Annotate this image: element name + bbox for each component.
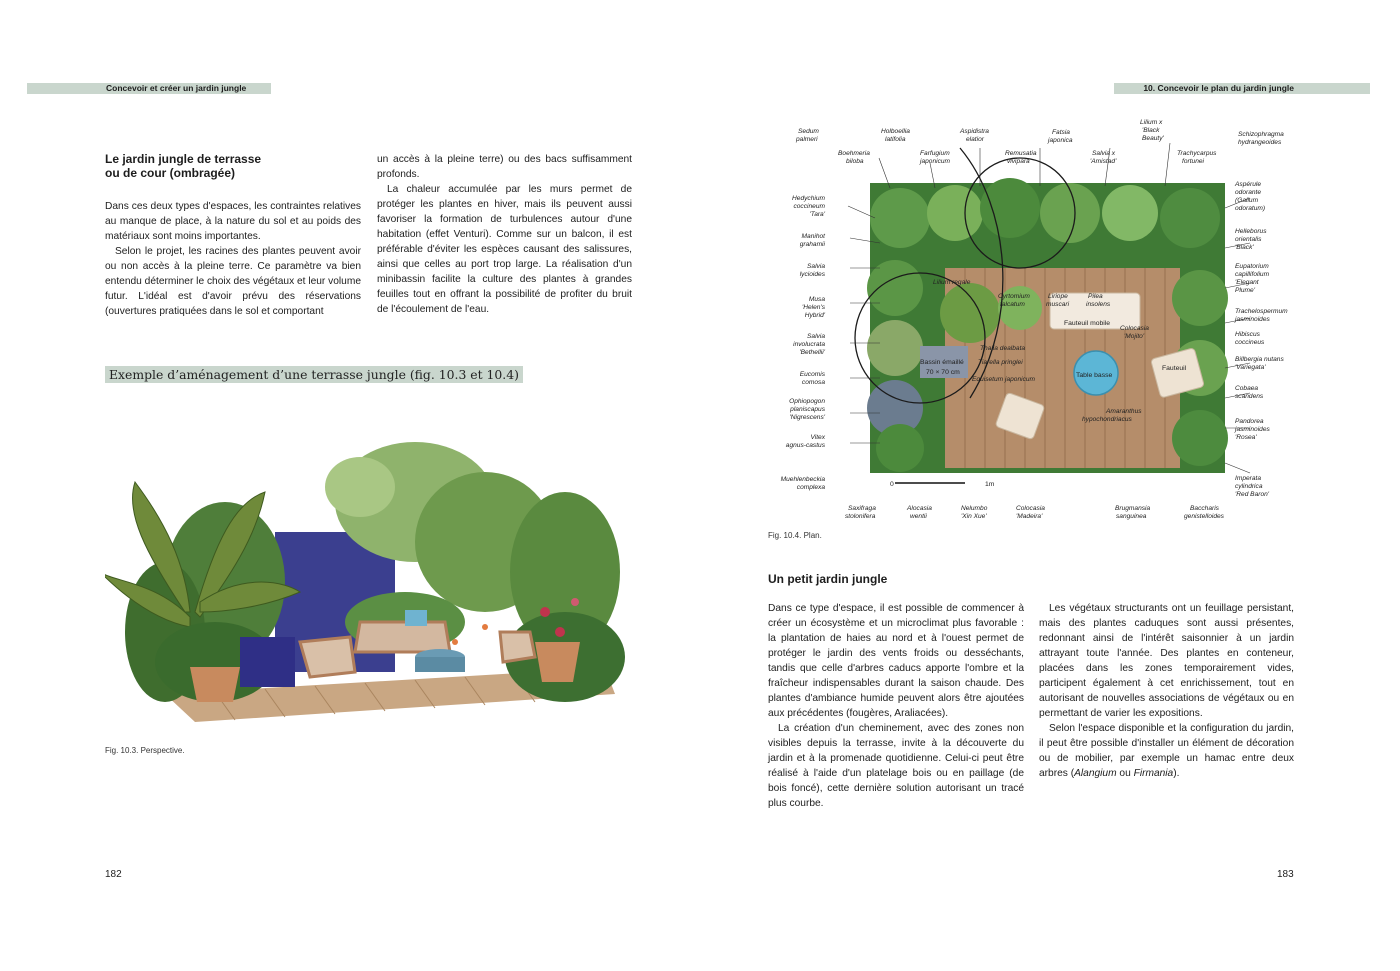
plant-label: (Galium bbox=[1235, 197, 1259, 204]
plant-label: Trachycarpus bbox=[1177, 150, 1217, 157]
garden-plan bbox=[770, 118, 1330, 528]
plant-label: Billbergia nutans bbox=[1235, 356, 1284, 363]
plant-label: Eupatorium bbox=[1235, 263, 1269, 270]
plant-label: Baccharis bbox=[1190, 505, 1219, 512]
example-banner: Exemple d’aménagement d’une terrasse jungle (fig. 10.3 et 10.4) bbox=[105, 366, 523, 383]
plant-label: 'Black' bbox=[1235, 244, 1254, 251]
plant-label: Colocasia bbox=[1120, 325, 1149, 332]
plant-label: hydrangeoides bbox=[1238, 139, 1282, 146]
paragraph: Les végétaux structurants ont un feuillage persistant, mais des plantes caduques sont aussi présentes, redonnant ainsi de l'intérêt saisonnier à un jardin attrayant toute l'année. Des plantes en conteneur, placées dans les zones temporairement vides, participent également à cet enrichissement, tout en autorisant de nouvelles associations de végétaux ou en permettant de varier les expositions. bbox=[1039, 603, 1294, 719]
plant-label: Muehlenbeckia bbox=[780, 476, 825, 483]
figure-caption: Fig. 10.4. Plan. bbox=[768, 531, 822, 540]
plant-label: muscari bbox=[1046, 301, 1070, 308]
plant-label: wentii bbox=[910, 513, 927, 520]
cushion bbox=[405, 610, 427, 626]
plant-label: 'Helen's bbox=[801, 304, 825, 311]
plant-label: Salvia x bbox=[1092, 150, 1116, 157]
plant-label: agnus-castus bbox=[785, 442, 825, 449]
plant-label: jasminoides bbox=[1235, 316, 1270, 323]
plant-label: Amaranthus bbox=[1106, 408, 1142, 415]
plant-label: Fauteuil mobile bbox=[1064, 320, 1111, 327]
plant-label: Fatsia bbox=[1052, 129, 1070, 136]
plant-label: Lilium regale bbox=[933, 279, 971, 286]
right-page bbox=[700, 0, 1400, 971]
plant-label: coccineum bbox=[793, 203, 825, 210]
plant-label: japonica bbox=[1048, 137, 1073, 144]
plant-label: 'Black bbox=[1142, 127, 1160, 134]
plant-label: 'Elegant bbox=[1235, 279, 1259, 286]
paragraph: Dans ce type d'espace, il est possible de commencer à créer un écosystème et un microclimat plus favorable : la plantation de haies au nord et à l'ouest permet de protéger le jardin des vents froids ou desséchants, tandis que celle d'arbres caducs apporte l'ombre et la fraîcheur indispensables durant la saison chaude. Des plantes d'ambiance humide peuvent alors être ajoutées aux précédentes (fougères, Araliacées). bbox=[768, 603, 1024, 719]
plant-label: 'Mojito' bbox=[1124, 333, 1145, 340]
section-title-line2: ou de cour (ombragée) bbox=[105, 166, 236, 180]
plant-label: falcatum bbox=[1000, 301, 1025, 308]
paragraph: La chaleur accumulée par les murs permet de protéger les plantes en hiver, mais ils peuvent aussi favoriser la formation de turbulences autour d'une habitation (effet Venturi). Comme sur un balcon, il est préférable d'éviter les espèces causant des salissures, ainsi que celles au port trop large. La réalisation d'un minibassin facilite la culture des plantes à grandes feuilles tout en offrant la possibilité de profiter du bruit de l'écoulement de l'eau. bbox=[377, 184, 632, 315]
plant-label: Plume' bbox=[1235, 287, 1255, 294]
text-run: ou bbox=[1116, 768, 1134, 779]
plant-label: scandens bbox=[1235, 393, 1264, 400]
page-number-right: 183 bbox=[1277, 869, 1294, 880]
plant-label: odoratum) bbox=[1235, 205, 1266, 212]
plant-label: Fauteuil bbox=[1162, 365, 1187, 372]
scale-start: 0 bbox=[890, 481, 894, 488]
plant-label: 'Xin Xue' bbox=[961, 513, 987, 520]
top-labels bbox=[795, 119, 1284, 165]
plant-label: Cyrtomium bbox=[998, 293, 1030, 300]
plant-label: Pilea bbox=[1088, 293, 1103, 300]
paragraph: Selon le projet, les racines des plantes peuvent avoir ou non accès à la pleine terre. Ce paramètre va bien entendu déterminer le choix des végétaux et leur volume futur. L'idéal est d'avoir prévu des réservations (ouvertures pratiquées dans le sol et comportant bbox=[105, 246, 361, 317]
plant-label: Alocasia bbox=[907, 505, 932, 512]
plant-label: Imperata bbox=[1235, 475, 1262, 482]
plant-label: lycioides bbox=[799, 271, 825, 278]
plant-label: Aspérule bbox=[1235, 181, 1262, 188]
plant-label: Trachelospermum bbox=[1235, 308, 1288, 315]
plant-label: genistelloides bbox=[1184, 513, 1224, 520]
left-labels bbox=[781, 195, 827, 491]
plant-label: Hedychium bbox=[792, 195, 825, 202]
right-labels bbox=[1234, 181, 1288, 498]
left-column-1 bbox=[105, 152, 361, 319]
plant-label: latifolia bbox=[885, 136, 906, 143]
scale-end: 1m bbox=[985, 481, 995, 488]
perspective-illustration bbox=[105, 432, 625, 742]
paragraph: La création d'un cheminement, avec des zones non visibles depuis la terrasse, invite à la découverte du jardin et à la promenade quotidienne. Celui-ci peut être réalisé à l'aide d'un platelage bois ou en paillage (de bois foncé), cette dernière solution autorisant un tracé plus courbe. bbox=[768, 723, 1024, 809]
plant-label: comosa bbox=[801, 379, 825, 386]
plant-label: Sedum bbox=[798, 128, 819, 135]
plant-label: biloba bbox=[846, 158, 864, 165]
plant-label: Saxifraga bbox=[848, 505, 876, 512]
plant-label: 'Red Baron' bbox=[1235, 491, 1270, 498]
plant-label: complexa bbox=[796, 484, 825, 491]
plant-label: Remusatia bbox=[1005, 150, 1037, 157]
plant-label: Eucomis bbox=[799, 371, 825, 378]
plant-label: grahamii bbox=[799, 241, 825, 248]
plant-label: orientalis bbox=[1235, 236, 1262, 243]
section-title: Un petit jardin jungle bbox=[768, 572, 888, 586]
plant-label: Ophiopogon bbox=[789, 398, 825, 405]
plant-label: odorante bbox=[1235, 189, 1262, 196]
running-head-left: Concevoir et créer un jardin jungle bbox=[27, 83, 271, 94]
section-title-line1: Le jardin jungle de terrasse bbox=[105, 152, 262, 166]
pouf bbox=[415, 657, 465, 672]
plant-label: Beauty' bbox=[1142, 135, 1164, 142]
plant-label: Farfugium bbox=[920, 150, 950, 157]
plant-label: Brugmansia bbox=[1115, 505, 1151, 512]
plant-label: capillifolium bbox=[1235, 271, 1270, 278]
species-name: Firmania bbox=[1133, 768, 1174, 779]
paragraph: un accès à la pleine terre) ou des bacs suffisamment profonds. bbox=[377, 154, 632, 180]
plant-label: Holboellia bbox=[881, 128, 910, 135]
plant-label: 70 × 70 cm bbox=[926, 369, 960, 376]
plant-label: Salvia bbox=[807, 333, 825, 340]
plant-label: sanguinea bbox=[1116, 513, 1147, 520]
plant-label: 'Bethellii' bbox=[799, 349, 825, 356]
plant-label: Manihot bbox=[801, 233, 825, 240]
plant-label: Boehmeria bbox=[838, 150, 870, 157]
blue-planter bbox=[240, 637, 295, 687]
plant-label: Aspidistra bbox=[960, 128, 989, 135]
running-head-right: 10. Concevoir le plan du jardin jungle bbox=[1114, 83, 1370, 94]
plant-label: palmeri bbox=[796, 136, 818, 143]
plant-label: Cobaea bbox=[1235, 385, 1259, 392]
plant-label: insolens bbox=[1086, 301, 1111, 308]
plant-label: hypochondriacus bbox=[1082, 416, 1132, 423]
plant-label: Table basse bbox=[1076, 372, 1113, 379]
plant-label: Salvia bbox=[807, 263, 825, 270]
bottom-labels bbox=[845, 505, 1225, 520]
text-run: ). bbox=[1173, 768, 1180, 779]
plant-label: Hybrid' bbox=[804, 312, 825, 319]
plant-label: 'Rosea' bbox=[1235, 434, 1257, 441]
plant-label: Schizophragma bbox=[1238, 131, 1284, 138]
species-name: Alangium bbox=[1074, 768, 1117, 779]
section-title bbox=[105, 152, 361, 180]
plant-label: Colocasia bbox=[1016, 505, 1045, 512]
plant-label: Musa bbox=[808, 296, 825, 303]
plant-label: Tiarella pringlei bbox=[978, 359, 1023, 366]
left-column-2 bbox=[377, 152, 632, 317]
plant-label: Liriope bbox=[1048, 293, 1068, 300]
plant-label: Helleborus bbox=[1235, 228, 1267, 235]
plant-label: 'Tara' bbox=[809, 211, 825, 218]
plant-label: planiscapus bbox=[790, 406, 825, 413]
plant-label: Hibiscus bbox=[1235, 331, 1260, 338]
plant-label: Vitex bbox=[810, 434, 825, 441]
plant-label: elatior bbox=[966, 136, 984, 143]
figure-caption: Fig. 10.3. Perspective. bbox=[105, 746, 185, 755]
plant-label: japonicum bbox=[920, 158, 951, 165]
plant-label: fortunei bbox=[1182, 158, 1204, 165]
left-pot bbox=[190, 667, 240, 702]
plant-label: 'Variegata' bbox=[1235, 364, 1266, 371]
plant-label: Pandorea bbox=[1235, 418, 1264, 425]
page-number-left: 182 bbox=[105, 869, 122, 880]
plant-label: 'Nigrescens' bbox=[789, 414, 825, 421]
paragraph: Dans ces deux types d'espaces, les contraintes relatives au manque de place, à la nature du sol et au poids des matériaux sont moins importantes. bbox=[105, 201, 361, 242]
plant-label: 'Madeira' bbox=[1016, 513, 1043, 520]
plant-label: jasminoides bbox=[1235, 426, 1270, 433]
plant-label: Equisetum japonicum bbox=[972, 376, 1036, 383]
right-column-2 bbox=[1039, 601, 1294, 781]
paragraph bbox=[1039, 721, 1294, 781]
plant-label: Thalia dealbata bbox=[980, 345, 1026, 352]
right-pot bbox=[535, 642, 580, 682]
plant-label: Nelumbo bbox=[961, 505, 988, 512]
right-column-1 bbox=[768, 601, 1024, 811]
text-run: Selon l'espace disponible et la configuration du jardin, il peut être possible d'installer un élément de décoration ou de mobilier, par exemple un hamac entre deux arbres ( bbox=[1039, 723, 1294, 779]
plant-label: Bassin émaillé bbox=[920, 359, 964, 366]
plant-label: cylindrica bbox=[1235, 483, 1263, 490]
plant-label: stolonifera bbox=[845, 513, 876, 520]
plant-label: involucrata bbox=[793, 341, 825, 348]
plant-label: Lilium x bbox=[1140, 119, 1163, 126]
plant-label: vivipara bbox=[1007, 158, 1030, 165]
plant-label: coccineus bbox=[1235, 339, 1265, 346]
plant-label: 'Amistad' bbox=[1090, 158, 1117, 165]
